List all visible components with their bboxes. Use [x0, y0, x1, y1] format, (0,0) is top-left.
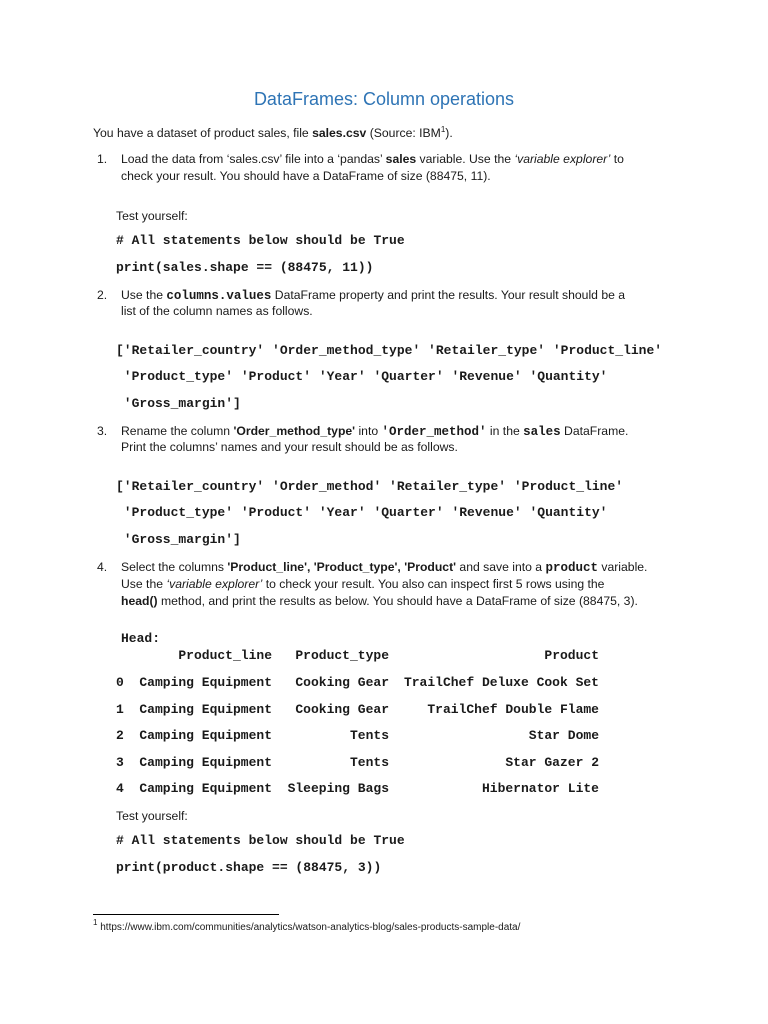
item-3-output-3: 'Gross_margin']: [116, 532, 241, 547]
item-3-output-2: 'Product_type' 'Product' 'Year' 'Quarter' 'Revenue' 'Quantity': [116, 505, 608, 520]
table-cell-product-type: Cooking Gear: [295, 701, 389, 717]
table-cell-product-type: Tents: [349, 754, 389, 770]
table-row-index: 2: [116, 728, 124, 744]
item-4-text: variable.: [597, 560, 648, 574]
item-1-code-print: print(sales.shape == (88475, 11)): [116, 260, 374, 275]
item-4-line-2: [121, 576, 604, 593]
footnote-url[interactable]: https://www.ibm.com/communities/analytics/watson-analytics-blog/sales-products-sample-data/: [97, 922, 521, 933]
page-title: DataFrames: Column operations: [253, 89, 515, 109]
item-4-text: Select the columns: [121, 560, 228, 574]
table-cell-product: Hibernator Lite: [481, 781, 599, 797]
table-cell-product-type: Sleeping Bags: [287, 781, 389, 797]
item-4-text: to check your result. You also can inspect first 5 rows using the: [262, 577, 605, 591]
item-4-var: product: [545, 561, 598, 575]
item-3-old-col: 'Order_method_type': [233, 424, 356, 438]
item-3-text: DataFrame.: [560, 424, 629, 438]
item-1-emph: ‘variable explorer’: [514, 152, 611, 166]
intro-text: You have a dataset of product sales, file: [93, 126, 313, 140]
table-cell-product: Star Gazer 2: [505, 754, 599, 770]
item-2-text: Use the: [121, 288, 167, 302]
item-4-code-comment: # All statements below should be True: [116, 833, 405, 848]
item-4-line-3: [121, 593, 638, 610]
item-1-code-comment: # All statements below should be True: [116, 233, 405, 248]
item-2-output-2: 'Product_type' 'Product' 'Year' 'Quarter' 'Revenue' 'Quantity': [116, 369, 608, 384]
footnote-marker: 1: [93, 918, 98, 927]
item-4-code-print: print(product.shape == (88475, 3)): [116, 860, 382, 875]
item-4-text: and save into a: [456, 560, 546, 574]
item-1-line-2: check your result. You should have a DataFrame of size (88475, 11).: [121, 169, 491, 183]
intro-filename: sales.csv: [312, 126, 367, 140]
item-1-test-label: Test yourself:: [116, 209, 188, 223]
item-4-number: 4.: [97, 560, 108, 574]
item-3-text: Rename the column: [121, 424, 234, 438]
item-3-text: in the: [486, 424, 524, 438]
table-cell-product-line: Camping Equipment: [139, 754, 272, 770]
item-2-output-3: 'Gross_margin']: [116, 396, 241, 411]
item-4-line-1: [121, 559, 647, 577]
table-cell-product: TrailChef Deluxe Cook Set: [403, 675, 599, 690]
footnote-ref[interactable]: 1: [440, 125, 446, 134]
table-cell-product-line: Camping Equipment: [139, 728, 272, 744]
item-1-var: sales: [385, 152, 417, 166]
table-header-product-type: Product_type: [295, 648, 389, 663]
table-row-index: 0: [116, 675, 124, 690]
item-4-emph: ‘variable explorer’: [166, 577, 263, 591]
table-cell-product-line: Camping Equipment: [139, 701, 272, 717]
item-1-line-1: [121, 151, 624, 168]
item-3-var: sales: [523, 425, 561, 439]
intro-paragraph: [93, 125, 453, 142]
item-4-test-label: Test yourself:: [116, 809, 188, 823]
item-2-number: 2.: [97, 288, 108, 302]
intro-source: (Source: IBM: [366, 126, 441, 140]
table-cell-product-line: Camping Equipment: [139, 781, 272, 797]
item-2-line-2: list of the column names as follows.: [121, 304, 313, 318]
table-row-index: 1: [116, 701, 124, 717]
item-4-text: method, and print the results as below. You should have a DataFrame of size (88475, 3).: [157, 594, 638, 608]
item-4-method: head(): [121, 594, 158, 608]
item-1-text: variable. Use the: [416, 152, 515, 166]
item-3-line-2: Print the columns’ names and your result should be as follows.: [121, 440, 458, 454]
table-row-index: 3: [116, 754, 124, 770]
table-cell-product: Star Dome: [528, 728, 599, 744]
item-2-output-1: ['Retailer_country' 'Order_method_type' 'Retailer_type' 'Product_line': [116, 343, 663, 358]
table-cell-product: TrailChef Double Flame: [427, 701, 599, 717]
table-cell-product-line: Camping Equipment: [139, 675, 272, 690]
item-3-number: 3.: [97, 424, 108, 438]
item-4-columns: 'Product_line', 'Product_type', 'Product': [227, 560, 457, 574]
item-3-output-1: ['Retailer_country' 'Order_method' 'Retailer_type' 'Product_line': [116, 479, 624, 494]
item-4-text: Use the: [121, 577, 167, 591]
item-1-text: Load the data from ‘sales.csv’ file into a ‘pandas’: [121, 152, 386, 166]
item-1-text: to: [610, 152, 624, 166]
footnote-divider: [93, 914, 279, 915]
item-1-number: 1.: [97, 152, 108, 166]
intro-end: ).: [445, 126, 453, 140]
table-cell-product-type: Cooking Gear: [295, 675, 389, 690]
table-header-product: Product: [544, 648, 599, 663]
item-2-code-inline: columns.values: [166, 289, 272, 303]
table-header-product-line: Product_line: [178, 648, 272, 663]
footnote: [93, 918, 521, 933]
table-row-index: 4: [116, 781, 124, 797]
item-3-text: into: [355, 424, 382, 438]
head-label: Head:: [121, 631, 161, 646]
item-2-text: DataFrame property and print the results. Your result should be a: [271, 288, 626, 302]
item-3-new-col: 'Order_method': [381, 425, 487, 439]
table-cell-product-type: Tents: [349, 728, 389, 744]
